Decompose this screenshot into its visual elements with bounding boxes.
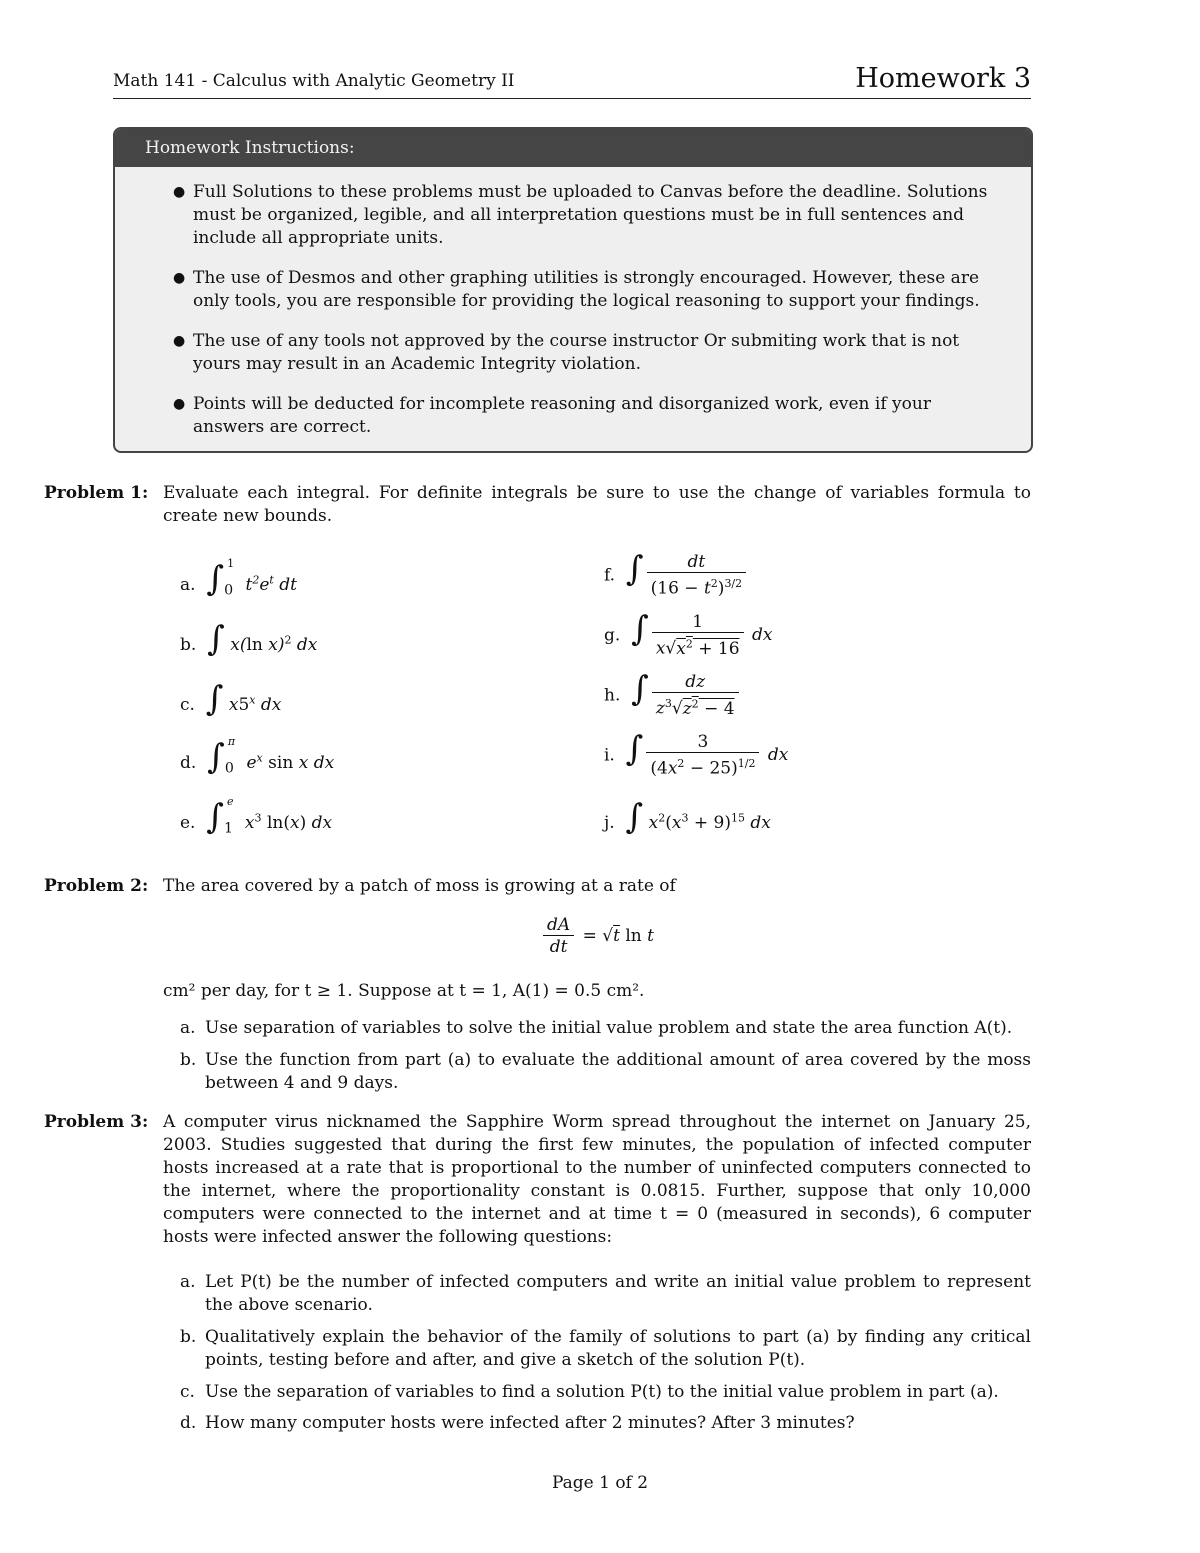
problem-2-part-b: Use the function from part (a) to evaluate the additional amount of area covered by the moss between 4 and 9 days. [205, 1050, 1031, 1093]
bullet-icon: ● [173, 396, 186, 412]
problem-3-text: A computer virus nicknamed the Sapphire Worm spread throughout the internet on January 25, 2003. Studies suggested that during the first few minutes, the population of infected computer hosts increased at a rate that is proportional to the number of uninfected computers connected to the internet, where the proportionality constant is 0.0815. Further, suppose that only 10,000 computers were connected to the internet and at time t = 0 (measured in seconds), 6 computer hosts were infected answer the following questions: [163, 1112, 1031, 1247]
problem-3-part-c: Use the separation of variables to find a solution P(t) to the initial value problem in part (a). [205, 1382, 999, 1402]
problem-2-part-a: Use separation of variables to solve the initial value problem and state the area function A(t). [205, 1018, 1013, 1038]
integral-b: b. ∫ x(ln x)$^2$ dx [180, 619, 318, 659]
bullet-icon: ● [173, 184, 186, 200]
integral-f: f. ∫ $\frac{dt}{(16 - t^2)^{3/2}}$ [604, 552, 749, 600]
integral-c: c. ∫ x5$^x$ dx [180, 679, 282, 719]
problem-2-part-b-letter: b. [180, 1050, 197, 1070]
list-item: ● Full Solutions to these problems must be uploaded to Canvas before the deadline. Solutions must be organized, legible, and all interpretation questions must be in full sentences and include all appropriate units. [173, 182, 988, 248]
page-number: Page 1 of 2 [551, 1473, 649, 1493]
problem-2-units: cm² per day, for t ≥ 1. Suppose at t = 1, A(1) = 0.5 cm². [163, 981, 645, 1001]
problem-2-part-a-letter: a. [180, 1018, 196, 1038]
integral-i: i. ∫ $\frac{3}{(4x^2 - 25)^{1/2}}$ dx [604, 729, 789, 779]
integral-a: a. $\int_0^1$ $t^2e^t$ dt [180, 557, 297, 599]
integral-j: j. ∫ $x^2(x^3 + 9)^{15}$ dx [604, 797, 771, 837]
header-divider [113, 98, 1031, 99]
moss-rate-equation: $\frac{dA}{dt}$ = √t ln t [540, 915, 654, 958]
problem-3-part-c-letter: c. [180, 1382, 195, 1402]
problem-2-label: Problem 2: [44, 876, 149, 896]
course-title: Math 141 - Calculus with Analytic Geometry II [113, 71, 515, 91]
problem-3-part-a: Let P(t) be the number of infected computers and write an initial value problem to represent the above scenario. [205, 1272, 1031, 1315]
problem-3-part-d: How many computer hosts were infected after 2 minutes? After 3 minutes? [205, 1413, 855, 1433]
problem-1-text: Evaluate each integral. For definite integrals be sure to use the change of variables formula to create new bounds. [163, 483, 1031, 526]
problem-3-part-b-letter: b. [180, 1327, 197, 1347]
homework-title: Homework 3 [855, 63, 1031, 94]
list-item: ● The use of any tools not approved by the course instructor Or submiting work that is not yours may result in an Academic Integrity violation. [173, 331, 960, 374]
problem-3-label: Problem 3: [44, 1112, 149, 1132]
problem-1-label: Problem 1: [44, 483, 149, 503]
bullet-icon: ● [173, 333, 186, 349]
integral-g: g. ∫ $\frac{1}{x√x^2 + 16}$ dx [604, 609, 773, 659]
problem-3-part-a-letter: a. [180, 1272, 196, 1292]
integral-e: e. $\int_1^e$ $x^3$ ln(x) dx [180, 795, 333, 837]
instructions-box [113, 127, 1033, 453]
integral-h: h. ∫ $\frac{dz}{z^3√z^2 - 4}$ [604, 672, 742, 720]
instructions-heading: Homework Instructions: [115, 129, 1031, 167]
problem-3-part-b: Qualitatively explain the behavior of the family of solutions to part (a) by finding any critical points, testing before and after, and give a sketch of the solution P(t). [205, 1327, 1031, 1370]
integral-d: d. $\int_0^\pi$ $e^x$ sin x dx [180, 735, 335, 777]
list-item: ● The use of Desmos and other graphing utilities is strongly encouraged. However, these are only tools, you are responsible for providing the logical reasoning to support your findings. [173, 268, 980, 311]
problem-3-part-d-letter: d. [180, 1413, 197, 1433]
bullet-icon: ● [173, 270, 186, 286]
list-item: ● Points will be deducted for incomplete reasoning and disorganized work, even if your answers are correct. [173, 394, 931, 437]
problem-2-text: The area covered by a patch of moss is growing at a rate of [163, 876, 676, 896]
